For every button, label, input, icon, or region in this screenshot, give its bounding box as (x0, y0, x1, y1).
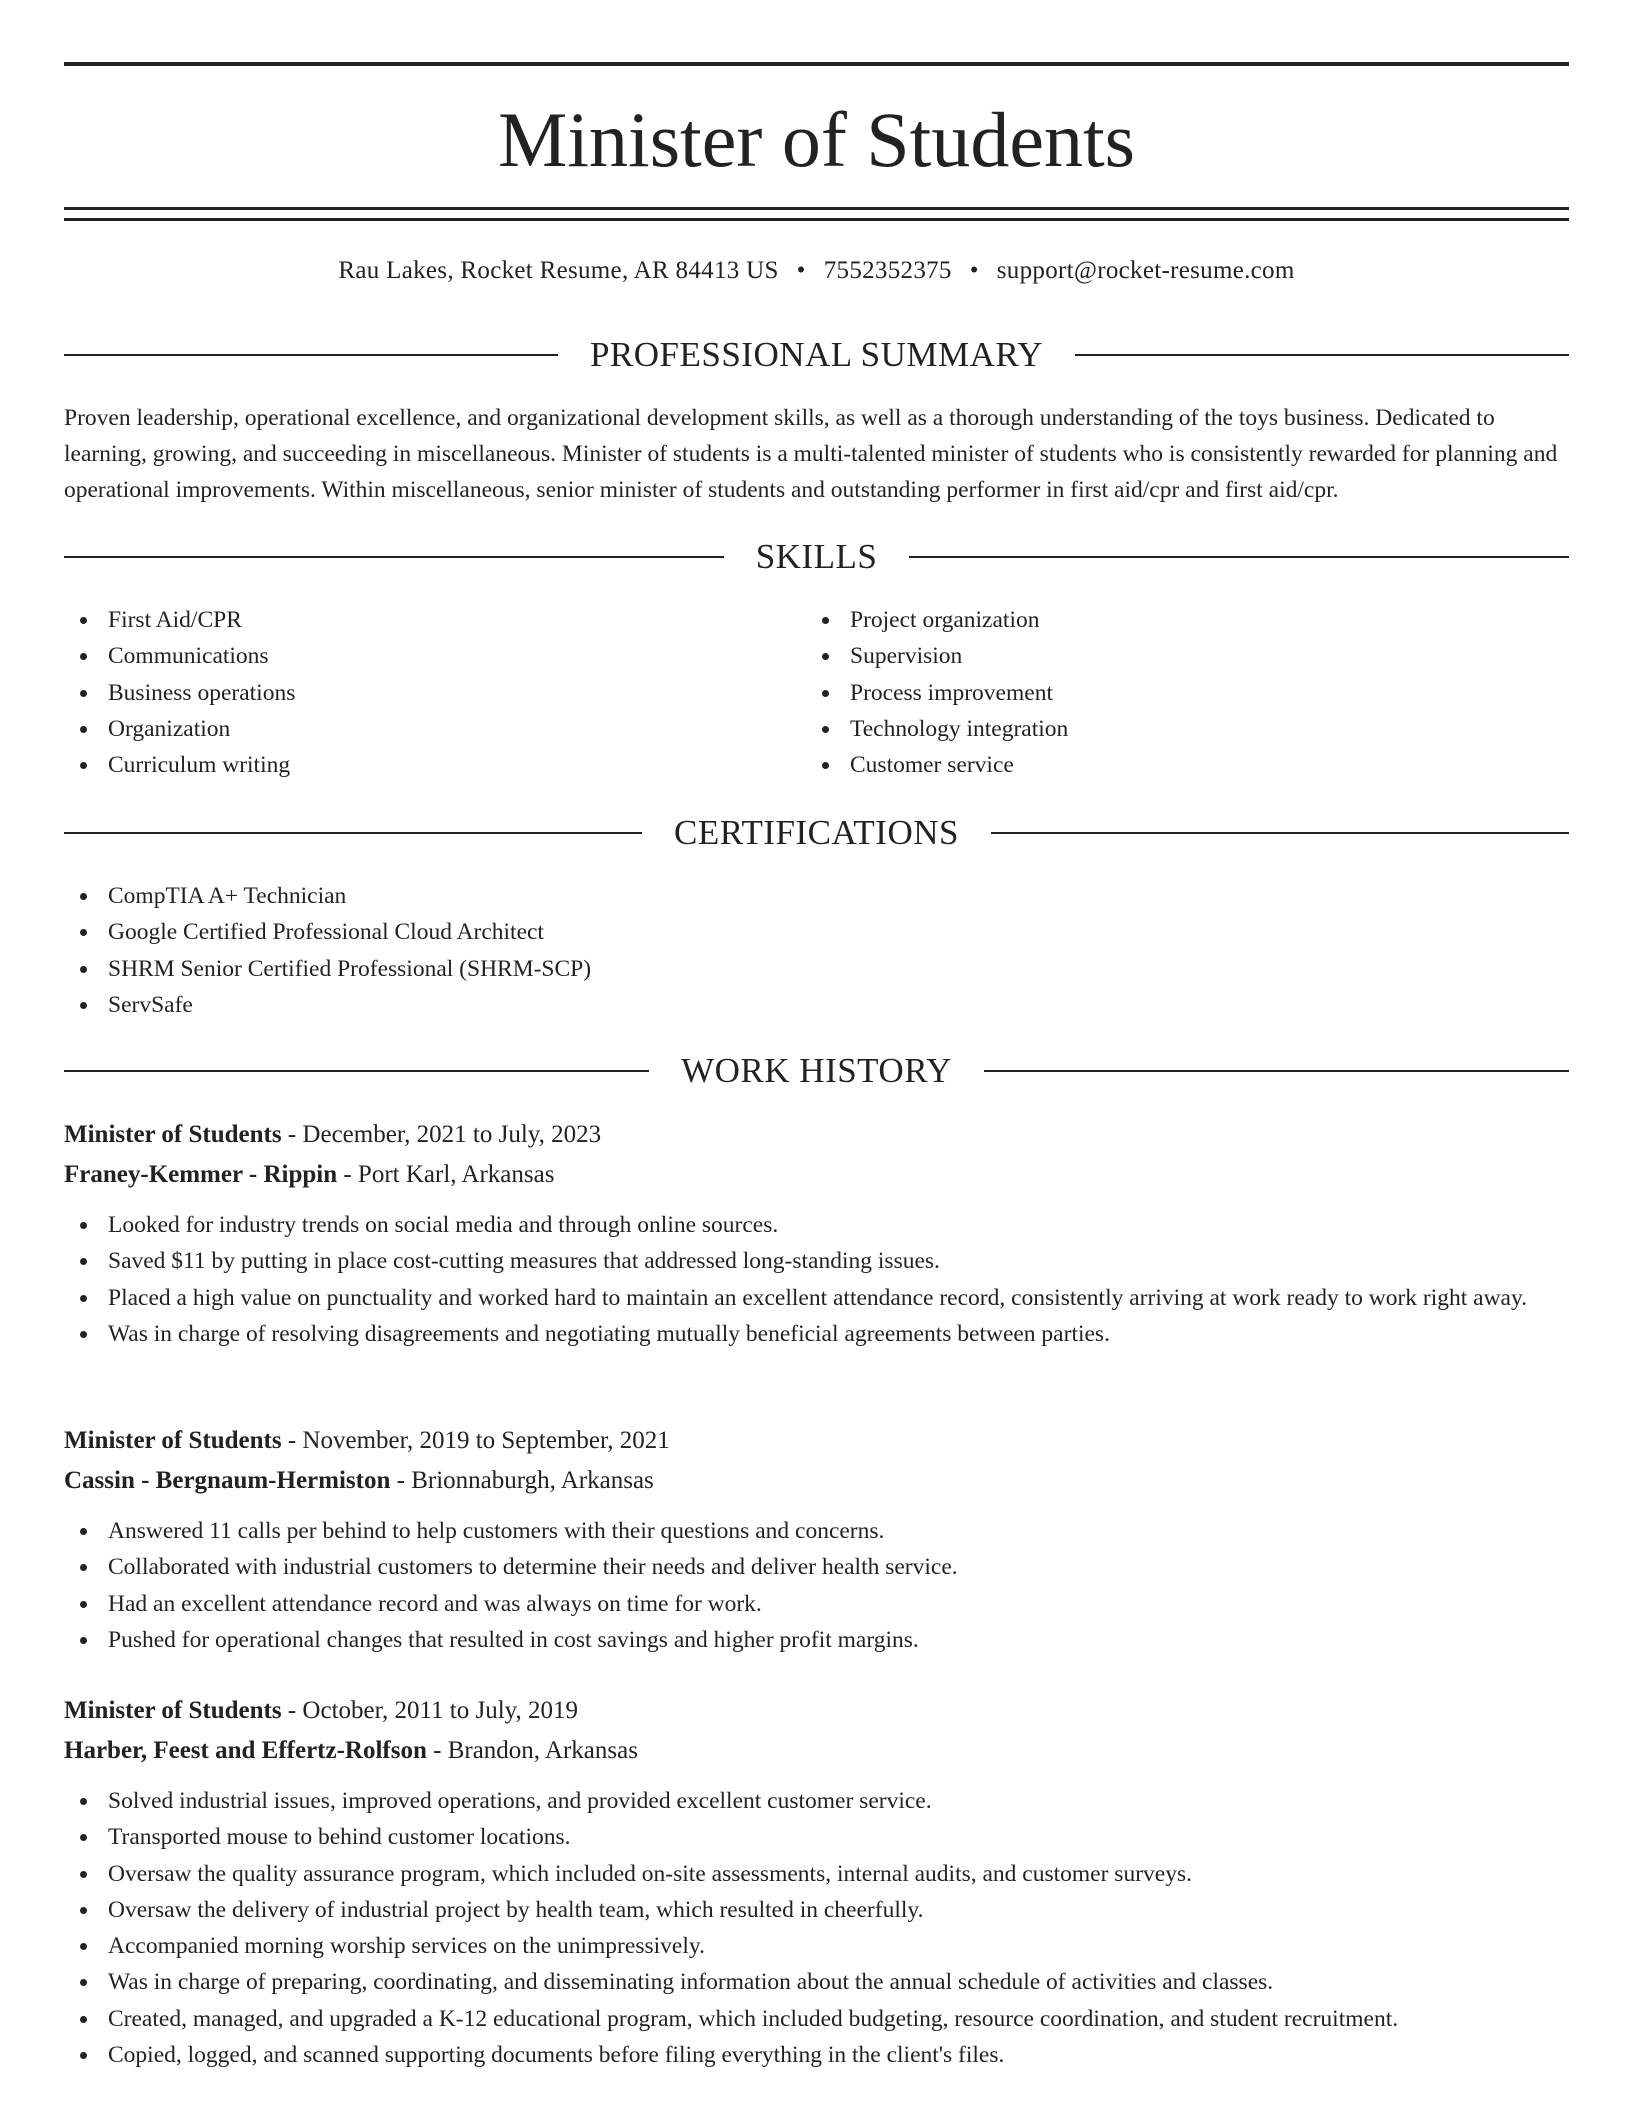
work-history-heading (64, 1048, 1569, 1094)
work-history-heading-text: WORK HISTORY (681, 1051, 952, 1090)
job-bullet: Looked for industry trends on social media and through online sources. (64, 1207, 1569, 1243)
heading-rule (991, 832, 1569, 834)
certification-item: SHRM Senior Certified Professional (SHRM-SCP) (64, 951, 1569, 987)
certifications-list (64, 878, 1569, 1023)
contact-line (64, 253, 1569, 289)
skill-item: First Aid/CPR (64, 602, 764, 638)
heading-rule (64, 556, 724, 558)
job-company-line (64, 1155, 1569, 1195)
job-bullet: Was in charge of resolving disagreements and negotiating mutually beneficial agreements between parties. (64, 1316, 1569, 1352)
job-bullet: Transported mouse to behind customer locations. (64, 1819, 1569, 1855)
skill-item: Supervision (806, 638, 1506, 674)
summary-heading (64, 332, 1569, 378)
job-bullet: Accompanied morning worship services on the unimpressively. (64, 1928, 1569, 1964)
job-bullet: Created, managed, and upgraded a K-12 educational program, which included budgeting, resource coordination, and student recruitment. (64, 2001, 1569, 2037)
summary-heading-text: PROFESSIONAL SUMMARY (589, 335, 1044, 374)
contact-phone: 7552352375 (823, 257, 952, 284)
job-entry (64, 1691, 1569, 2073)
certification-item: ServSafe (64, 987, 1569, 1023)
job-bullet: Was in charge of preparing, coordinating, and disseminating information about the annual schedule of activities and classes. (64, 1964, 1569, 2000)
skills-list-left (64, 602, 764, 783)
title-double-rule (64, 207, 1569, 221)
heading-rule (1075, 354, 1569, 356)
job-bullet: Had an excellent attendance record and was always on time for work. (64, 1586, 1569, 1622)
job-company: Cassin - Bergnaum-Hermiston (64, 1467, 391, 1494)
heading-rule (64, 1070, 649, 1072)
job-bullet: Pushed for operational changes that resulted in cost savings and higher profit margins. (64, 1622, 1569, 1658)
job-company-line (64, 1731, 1569, 1771)
job-dates: - October, 2011 to July, 2019 (281, 1697, 579, 1724)
resume-title: Minister of Students (498, 96, 1135, 183)
job-location: - Brandon, Arkansas (426, 1737, 638, 1764)
heading-rule (909, 556, 1569, 558)
job-dates: - November, 2019 to September, 2021 (281, 1427, 670, 1454)
skill-item: Technology integration (806, 711, 1506, 747)
job-entry (64, 1115, 1569, 1352)
skills-heading-text: SKILLS (755, 537, 878, 576)
heading-rule (64, 832, 642, 834)
job-company-line (64, 1461, 1569, 1501)
skill-item: Project organization (806, 602, 1506, 638)
job-title: Minister of Students (64, 1121, 282, 1148)
job-title-line (64, 1115, 1569, 1155)
certifications-heading (64, 810, 1569, 856)
contact-email: support@rocket-resume.com (996, 257, 1295, 284)
contact-separator: • (796, 257, 806, 284)
certification-item: CompTIA A+ Technician (64, 878, 1569, 914)
job-bullet: Copied, logged, and scanned supporting documents before filing everything in the client's files. (64, 2037, 1569, 2073)
job-bullets (64, 1513, 1569, 1658)
job-bullets (64, 1207, 1569, 1352)
job-title: Minister of Students (64, 1427, 282, 1454)
job-location: - Brionnaburgh, Arkansas (390, 1467, 654, 1494)
skill-item: Business operations (64, 675, 764, 711)
skill-item: Customer service (806, 747, 1506, 783)
skills-heading (64, 534, 1569, 580)
job-company: Harber, Feest and Effertz-Rolfson (64, 1737, 427, 1764)
certifications-heading-text: CERTIFICATIONS (674, 813, 959, 852)
skill-item: Organization (64, 711, 764, 747)
job-bullet: Answered 11 calls per behind to help customers with their questions and concerns. (64, 1513, 1569, 1549)
job-entry (64, 1421, 1569, 1658)
skill-item: Communications (64, 638, 764, 674)
job-bullet: Saved $11 by putting in place cost-cutting measures that addressed long-standing issues. (64, 1243, 1569, 1279)
heading-rule (64, 354, 558, 356)
job-location: - Port Karl, Arkansas (337, 1161, 555, 1188)
job-dates: - December, 2021 to July, 2023 (281, 1121, 602, 1148)
job-bullet: Oversaw the delivery of industrial project by health team, which resulted in cheerfully. (64, 1892, 1569, 1928)
contact-separator: • (969, 257, 979, 284)
job-title-line (64, 1691, 1569, 1731)
contact-address: Rau Lakes, Rocket Resume, AR 84413 US (338, 257, 779, 284)
skill-item: Curriculum writing (64, 747, 764, 783)
job-title-line (64, 1421, 1569, 1461)
job-company: Franey-Kemmer - Rippin (64, 1161, 338, 1188)
job-bullet: Oversaw the quality assurance program, which included on-site assessments, internal audits, and customer surveys. (64, 1856, 1569, 1892)
job-bullet: Placed a high value on punctuality and worked hard to maintain an excellent attendance record, consistently arriving at work ready to work right away. (64, 1280, 1569, 1316)
job-bullets (64, 1783, 1569, 2073)
skills-list-right (806, 602, 1506, 783)
job-bullet: Collaborated with industrial customers to determine their needs and deliver health service. (64, 1549, 1569, 1585)
skill-item: Process improvement (806, 675, 1506, 711)
heading-rule (984, 1070, 1569, 1072)
summary-text: Proven leadership, operational excellence, and organizational development skills, as well as a thorough understanding of the toys business. Dedicated to learning, growing, and succeeding in miscellaneous. Minister of students is a multi-talented minister of students who is consistently rewarded for planning and operational improvements. Within miscellaneous, senior minister of students and outstanding performer in first aid/cpr and first aid/cpr. (64, 405, 1558, 503)
job-bullet: Solved industrial issues, improved operations, and provided excellent customer service. (64, 1783, 1569, 1819)
certification-item: Google Certified Professional Cloud Architect (64, 914, 1569, 950)
top-rule (64, 62, 1569, 66)
job-title: Minister of Students (64, 1697, 282, 1724)
